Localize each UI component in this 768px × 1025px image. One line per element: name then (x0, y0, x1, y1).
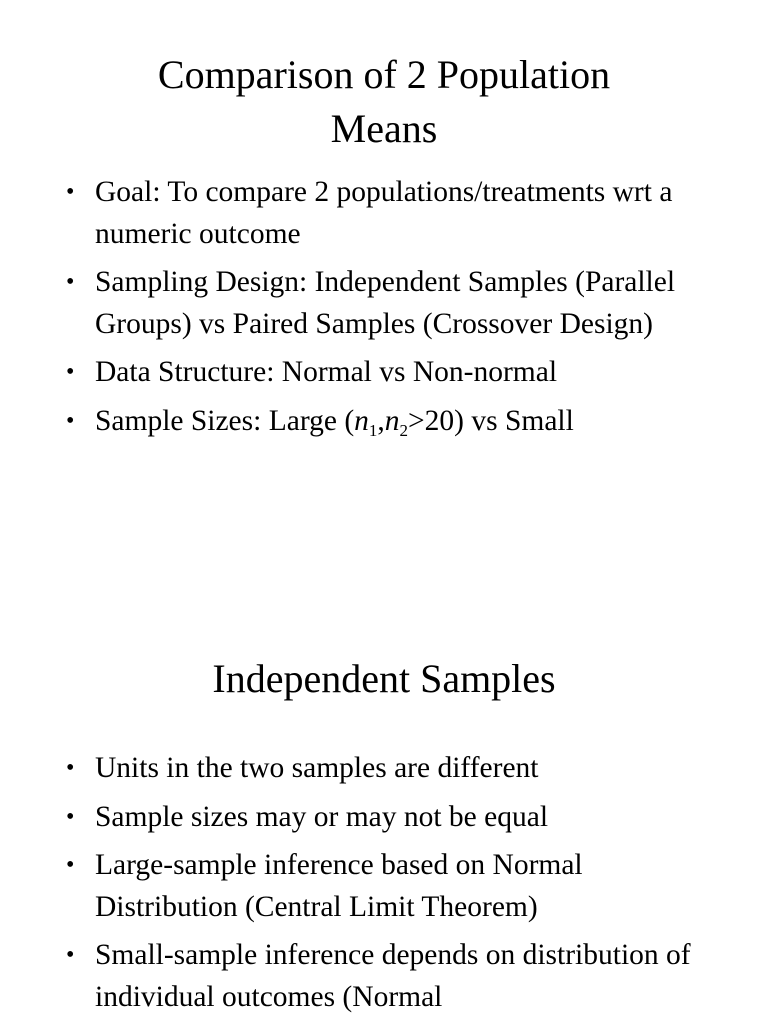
bullet-small-sample (0, 935, 768, 1018)
bullet-sample-sizes-equal (0, 797, 768, 839)
title-line-2: Means (330, 106, 438, 151)
comma: , (377, 404, 385, 437)
n-variable: n (384, 404, 400, 437)
bullet-text: Small-sample inference depends on distribution of individual outcomes (Normal (95, 939, 691, 1013)
bullet-text: Sampling Design: Independent Samples (Parallel Groups) vs Paired Samples (Crossover Design) (95, 266, 676, 340)
bullet-text: Sample sizes may or may not be equal (95, 800, 549, 833)
bullet-icon: • (66, 269, 75, 295)
bullet-text: Units in the two samples are different (95, 752, 539, 784)
bullet-icon: • (66, 407, 75, 434)
subscript-1: 1 (368, 420, 378, 440)
bullet-list (0, 172, 768, 449)
subscript-2: 2 (399, 420, 409, 440)
bullet-large-sample (0, 845, 768, 928)
slide-comparison (0, 0, 768, 512)
bullet-text: Large-sample inference based on Normal Distribution (Central Limit Theorem) (95, 849, 583, 923)
bullet-icon: • (66, 755, 75, 781)
n-variable: n (354, 404, 369, 437)
bullet-data-structure (0, 352, 768, 394)
slide-title: Independent Samples (212, 656, 556, 701)
sample-sizes-prefix: Sample Sizes: Large ( (95, 404, 355, 437)
bullet-icon: • (66, 359, 75, 385)
title-line-1: Comparison of 2 Population (157, 52, 611, 97)
bullet-goal (0, 172, 768, 255)
bullet-icon: • (66, 803, 75, 830)
slide-independent-samples (0, 512, 768, 1024)
bullet-sample-sizes (0, 401, 768, 443)
bullet-list (0, 748, 768, 1025)
bullet-icon: • (66, 179, 75, 205)
bullet-text: Data Structure: Normal vs Non-normal (95, 356, 558, 388)
bullet-icon: • (66, 852, 75, 878)
slide-title (0, 48, 768, 156)
sample-sizes-suffix: >20) vs Small (408, 404, 574, 437)
bullet-sampling-design (0, 262, 768, 345)
bullet-units (0, 748, 768, 790)
bullet-text: Goal: To compare 2 populations/treatments wrt a numeric outcome (95, 176, 673, 250)
bullet-icon: • (66, 942, 75, 968)
bullet-text (95, 404, 574, 440)
